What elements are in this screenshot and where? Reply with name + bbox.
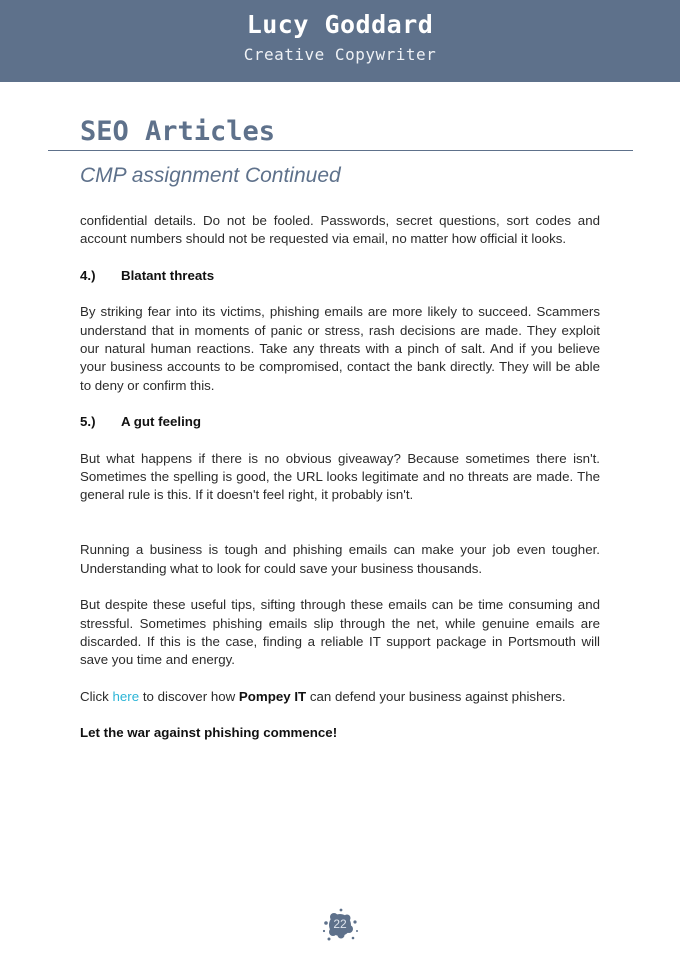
page-number-badge (320, 905, 360, 945)
despite-paragraph: But despite these useful tips, sifting through these emails can be time consuming and stressful. Sometimes phishing emails slip through the net, while genuine emails are discarded. If this is the case, finding a reliable IT support package in Portsmouth will save you time and energy. (80, 597, 600, 668)
page-number: 22 (333, 917, 347, 931)
cta-middle: to discover how (139, 688, 239, 704)
cta-prefix: Click (80, 688, 113, 704)
call-to-action (80, 688, 600, 706)
tip-5-paragraph: But what happens if there is no obvious giveaway? Because sometimes there isn't. Sometimes the spelling is good, the URL looks legitimate and no threats are made. The general rule is this. If it doesn't feel right, it probably isn't. (80, 450, 600, 503)
tip-4-paragraph: By striking fear into its victims, phishing emails are more likely to succeed. Scammers understand that in moments of panic or stress, rash decisions are made. They exploit our natural human reactions. Take any threats with a pinch of salt. And if you believe your business accounts to be compromised, contact the bank directly. They will be able to deny or confirm this. (80, 304, 600, 393)
closing-line: Let the war against phishing commence! (80, 725, 338, 741)
cta-suffix: can defend your business against phishers. (306, 688, 566, 704)
intro-paragraph: confidential details. Do not be fooled. Passwords, secret questions, sort codes and account numbers should not be requested via email, no matter how official it looks. (80, 213, 600, 247)
tip-5-title: A gut feeling (121, 414, 202, 430)
tip-5-heading (80, 413, 600, 431)
author-role: Creative Copywriter (243, 45, 437, 64)
here-link[interactable]: here (112, 688, 140, 704)
tip-5-number: 5.) (80, 414, 96, 430)
business-paragraph: Running a business is tough and phishing emails can make your job even tougher. Understanding what to look for could save your business thousands. (80, 542, 600, 576)
section-subtitle: CMP assignment Continued (80, 164, 341, 187)
author-name: Lucy Goddard (246, 10, 434, 39)
title-divider (48, 150, 633, 151)
article-body (80, 212, 600, 743)
tip-4-title: Blatant threats (121, 267, 215, 283)
tip-4-heading (80, 267, 600, 285)
section-title: SEO Articles (80, 116, 276, 147)
brand-name: Pompey IT (238, 688, 307, 704)
tip-4-number: 4.) (80, 267, 96, 283)
